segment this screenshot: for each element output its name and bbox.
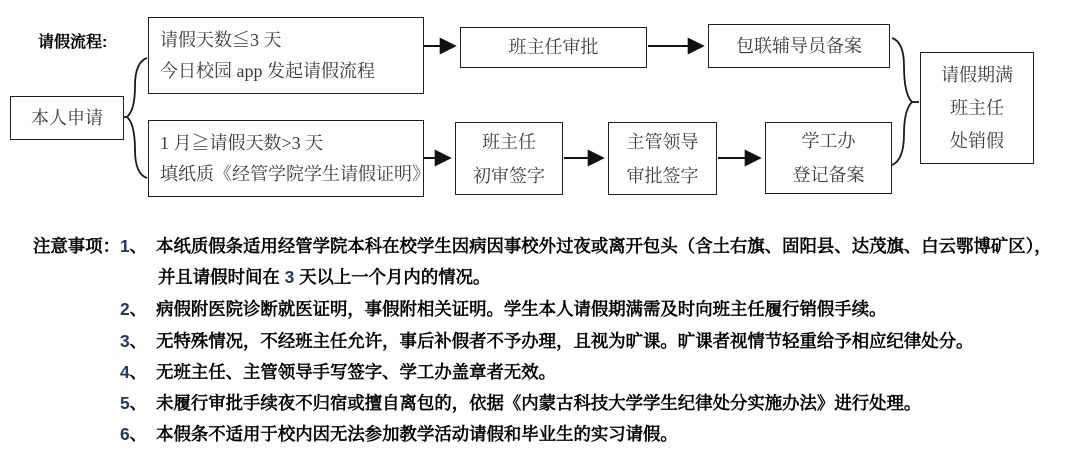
headteacher-sign-line1: 班主任 xyxy=(482,131,536,152)
note-text-3: 无特殊情况，不经班主任允许，事后补假者不予办理，且视为旷课。旷课者视情节轻重给予相应纪律处分。 xyxy=(156,331,974,351)
note-number-1: 1 xyxy=(120,236,130,256)
note-number-6: 6 xyxy=(120,424,130,444)
flow-box-leader-sign xyxy=(608,122,717,195)
note-text-1b-post: 天以上一个月内的情况。 xyxy=(294,267,491,287)
note-text-1b-number: 3 xyxy=(284,267,295,287)
headteacher-sign-line2: 初审签字 xyxy=(473,165,545,186)
counselor-record-label: 包联辅导员备案 xyxy=(736,35,862,56)
note-number-4: 4 xyxy=(120,362,130,382)
cancel-leave-line1: 请假期满 xyxy=(941,64,1013,85)
note-item-2 xyxy=(120,298,887,320)
note-text-2: 病假附医院诊断就医证明，事假附相关证明。学生本人请假期满需及时向班主任履行销假手续。 xyxy=(156,299,887,319)
flow-box-counselor-record xyxy=(708,24,890,68)
flow-title: 请假流程: xyxy=(38,34,108,51)
brace-right xyxy=(892,38,912,165)
studentaffairs-record-line1: 学工办 xyxy=(801,131,856,151)
cancel-leave-line2: 班主任 xyxy=(950,97,1004,118)
note-separator: 、 xyxy=(129,393,148,413)
note-text-1a: 本纸质假条适用经管学院本科在校学生因病因事校外过夜或离开包头（含土右旗、固阳县、达茂旗、白云鄂博矿区）， xyxy=(156,236,1052,256)
note-item-5 xyxy=(120,392,921,414)
flow-box-branch-top xyxy=(148,17,424,94)
note-text-4: 无班主任、主管领导手写签字、学工办盖章者无效。 xyxy=(156,362,557,382)
studentaffairs-record-line2: 登记备案 xyxy=(792,165,865,185)
note-separator: 、 xyxy=(129,362,148,382)
note-item-6 xyxy=(120,423,678,445)
flow-box-self-apply xyxy=(10,96,124,140)
note-text-1b-pre: 并且请假时间在 xyxy=(158,267,285,287)
leader-sign-line1: 主管领导 xyxy=(626,131,699,152)
note-separator: 、 xyxy=(129,299,148,319)
note-item-1-line-1 xyxy=(120,235,1052,257)
brace-left xyxy=(127,58,147,178)
note-number-3: 3 xyxy=(120,331,130,351)
cancel-leave-line3: 处销假 xyxy=(950,130,1004,151)
leader-sign-line2: 审批签字 xyxy=(626,165,699,186)
note-number-5: 5 xyxy=(120,393,130,413)
note-item-4 xyxy=(120,361,556,383)
branch-top-line2: 今日校园 app 发起请假流程 xyxy=(160,60,375,81)
branch-bottom-line2: 填纸质《经管学院学生请假证明》 xyxy=(160,163,430,184)
note-separator: 、 xyxy=(129,331,148,351)
flow-box-cancel-leave xyxy=(920,52,1034,164)
note-separator: 、 xyxy=(129,424,148,444)
branch-top-line1: 请假天数≦3 天 xyxy=(160,29,282,50)
note-text-5: 未履行审批手续夜不归宿或擅自离包的，依据《内蒙古科技大学学生纪律处分实施办法》进行处理。 xyxy=(156,393,922,413)
note-separator: 、 xyxy=(129,236,148,256)
flow-box-headteacher-approve xyxy=(460,27,647,68)
note-number-2: 2 xyxy=(120,299,130,319)
flow-box-studentaffairs-record xyxy=(765,122,892,194)
flow-box-branch-bottom xyxy=(148,120,430,197)
note-item-3 xyxy=(120,330,973,352)
branch-bottom-line1: 1 月≧请假天数>3 天 xyxy=(160,132,324,153)
headteacher-approve-label: 班主任审批 xyxy=(508,37,599,57)
flow-box-self-apply-label: 本人申请 xyxy=(31,107,103,128)
note-item-1-line-2 xyxy=(158,266,490,288)
note-text-6: 本假条不适用于校内因无法参加教学活动请假和毕业生的实习请假。 xyxy=(156,424,678,444)
notes-label: 注意事项： xyxy=(33,236,120,256)
flow-box-headteacher-sign xyxy=(455,122,563,195)
